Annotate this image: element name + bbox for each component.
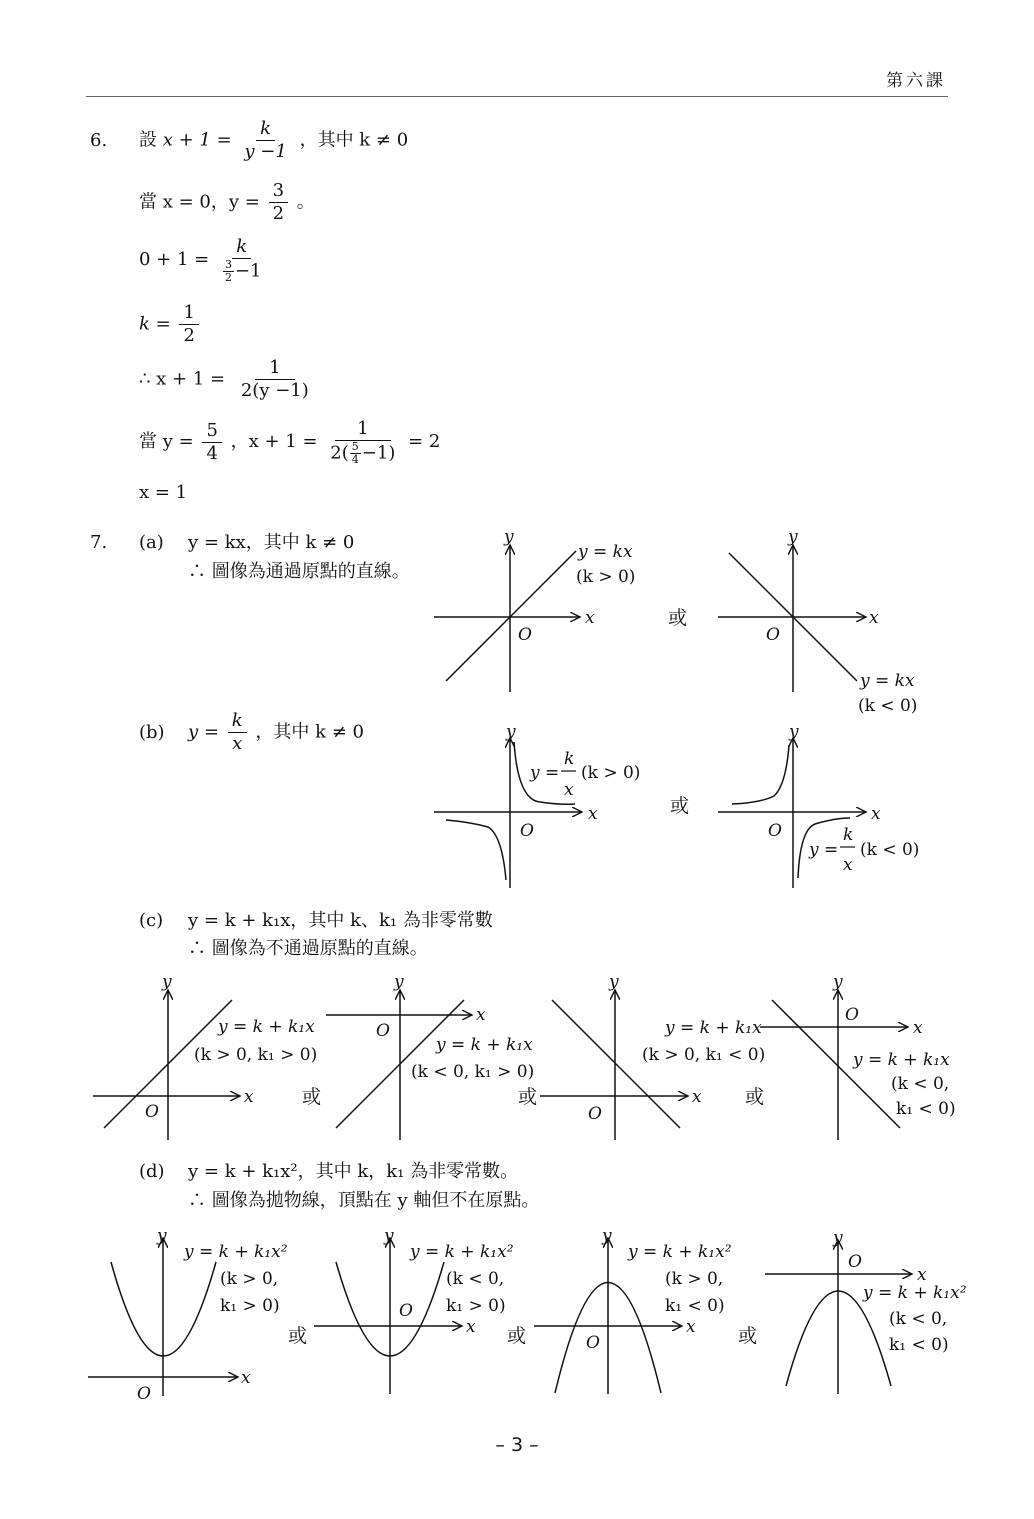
svg-text:y = k + k₁x²: y = k + k₁x²	[184, 1242, 288, 1262]
page-number: – 3 –	[495, 1434, 539, 1456]
svg-text:y: y	[504, 527, 514, 547]
svg-text:y: y	[384, 1226, 394, 1246]
q7a-line2: ∴ 圖像為通過原點的直線。	[188, 561, 410, 582]
svg-text:O: O	[145, 1102, 159, 1122]
svg-text:O: O	[848, 1252, 862, 1272]
or-d1: 或	[288, 1325, 308, 1347]
q7a-label: (a)	[139, 532, 164, 553]
svg-text:y = k + k₁x: y = k + k₁x	[436, 1035, 533, 1055]
q6-line4-eq: k =	[139, 313, 171, 335]
svg-text:y: y	[157, 1226, 167, 1246]
svg-text:y: y	[609, 972, 619, 992]
svg-text:x: x	[564, 780, 574, 800]
svg-text:O: O	[766, 625, 780, 645]
svg-text:y = k + k₁x²: y = k + k₁x²	[628, 1242, 732, 1262]
svg-text:x: x	[466, 1317, 476, 1337]
svg-text:x: x	[843, 855, 853, 875]
svg-text:O: O	[520, 821, 534, 841]
svg-text:(k < 0,: (k < 0,	[891, 1074, 950, 1094]
svg-text:(k > 0): (k > 0)	[576, 567, 636, 587]
graph-d2	[314, 1226, 514, 1394]
svg-text:k₁ < 0): k₁ < 0)	[896, 1099, 956, 1119]
q6-line5-eq: ∴ x + 1 =	[139, 368, 226, 390]
svg-text:x: x	[585, 608, 595, 628]
or-a: 或	[668, 607, 688, 629]
svg-text:y: y	[833, 972, 843, 992]
q6-line7: x = 1	[139, 482, 188, 503]
graph-c1	[93, 972, 317, 1140]
svg-text:x: x	[244, 1087, 254, 1107]
svg-text:y = kx: y = kx	[578, 542, 633, 562]
or-c2: 或	[518, 1086, 538, 1108]
or-c3: 或	[745, 1086, 765, 1108]
svg-text:y: y	[162, 972, 172, 992]
svg-text:k₁ > 0): k₁ > 0)	[446, 1296, 506, 1316]
q7a-line1: y = kx，其中 k ≠ 0	[188, 532, 355, 553]
svg-text:x: x	[588, 804, 598, 824]
svg-text:y: y	[602, 1226, 612, 1246]
svg-text:y: y	[789, 722, 799, 742]
q6-line6-tail: = 2	[408, 431, 441, 452]
svg-text:O: O	[768, 821, 782, 841]
svg-text:y: y	[833, 1228, 843, 1248]
q6-line6-mid: ，x + 1 =	[230, 431, 318, 452]
q7c-line1: y = k + k₁x，其中 k、k₁ 為非零常數	[188, 910, 493, 931]
or-c1: 或	[302, 1086, 322, 1108]
svg-text:y = k + k₁x: y = k + k₁x	[665, 1018, 762, 1038]
or-d2: 或	[507, 1325, 527, 1347]
svg-text:(k < 0,: (k < 0,	[446, 1269, 505, 1289]
q6-line2-a: 當 x = 0，y =	[139, 191, 260, 213]
svg-text:k₁ < 0): k₁ < 0)	[665, 1296, 725, 1316]
q7b-label: (b)	[139, 722, 165, 743]
graph-c3	[540, 972, 765, 1140]
graph-c2	[326, 972, 534, 1140]
q6-line5-frac: $\frac{1}{2(y -1)}$	[240, 357, 309, 401]
q6-line1-eq: x + 1 =	[162, 129, 232, 151]
graph-b1	[434, 722, 640, 888]
q7d-label: (d)	[139, 1161, 165, 1182]
svg-text:O: O	[845, 1005, 859, 1025]
q6-number: 6.	[90, 130, 108, 151]
q7b-eq: y = $\frac{k}{x}$ ，其中 k ≠ 0	[188, 710, 364, 754]
svg-text:k₁ > 0): k₁ > 0)	[220, 1296, 280, 1316]
q6-line4-frac: $\frac{1}{2}$	[179, 302, 198, 347]
graph-b2	[718, 722, 919, 888]
q7-number: 7.	[90, 532, 108, 553]
svg-text:y = kx: y = kx	[860, 671, 915, 691]
svg-text:x: x	[917, 1265, 927, 1285]
svg-text:k₁ < 0): k₁ < 0)	[889, 1335, 949, 1355]
q6-line1-tail: ，其中 k ≠ 0	[299, 129, 409, 151]
svg-text:(k < 0): (k < 0)	[858, 696, 918, 716]
svg-text:x: x	[476, 1005, 486, 1025]
svg-text:(k < 0, k₁ > 0): (k < 0, k₁ > 0)	[411, 1062, 535, 1082]
svg-text:y = k + k₁x: y = k + k₁x	[218, 1017, 315, 1037]
svg-text:y =: y =	[530, 763, 560, 783]
svg-text:(k < 0): (k < 0)	[860, 840, 920, 860]
svg-text:y = k + k₁x²: y = k + k₁x²	[410, 1242, 514, 1262]
svg-text:(k > 0,: (k > 0,	[220, 1269, 279, 1289]
svg-text:(k > 0, k₁ < 0): (k > 0, k₁ < 0)	[642, 1045, 766, 1065]
svg-text:y: y	[788, 527, 798, 547]
or-d3: 或	[738, 1325, 758, 1347]
svg-text:x: x	[686, 1317, 696, 1337]
svg-text:x: x	[871, 804, 881, 824]
svg-text:y = k + k₁x²: y = k + k₁x²	[863, 1283, 967, 1303]
graph-a1	[434, 527, 635, 692]
svg-text:x: x	[869, 608, 879, 628]
q6-line2-tail: 。	[296, 191, 315, 213]
q6-line6-frac1: $\frac{5}{4}$	[202, 420, 221, 465]
q7c-line2: ∴ 圖像為不通過原點的直線。	[188, 938, 428, 959]
q7c-label: (c)	[139, 910, 164, 931]
svg-text:(k > 0,: (k > 0,	[665, 1269, 724, 1289]
svg-text:O: O	[588, 1104, 602, 1124]
svg-text:k: k	[843, 825, 854, 845]
svg-text:(k < 0,: (k < 0,	[889, 1309, 948, 1329]
hyperbola-b2-left	[732, 745, 789, 804]
graph-d1	[88, 1226, 288, 1404]
svg-text:x: x	[692, 1087, 702, 1107]
graph-d3	[534, 1226, 732, 1394]
q7d-line2: ∴ 圖像為拋物線，頂點在 y 軸但不在原點。	[188, 1190, 540, 1211]
svg-text:O: O	[399, 1301, 413, 1321]
svg-text:x: x	[241, 1368, 251, 1388]
hyperbola-b1-left	[446, 820, 506, 880]
svg-text:y: y	[394, 972, 404, 992]
svg-text:y =: y =	[809, 840, 839, 860]
q6-line1-frac: $\frac{k}{y -1}$	[244, 118, 287, 162]
or-b: 或	[670, 795, 690, 817]
q6-line1-a: 設	[139, 129, 157, 151]
q6-line6-frac2: 1 2( $\frac{5}{4}$ −1)	[330, 418, 396, 466]
q6-line3-eq: 0 + 1 =	[139, 249, 210, 270]
graph-a2	[718, 527, 917, 716]
q6-line3-frac: k $\frac{3}{2}$ −1	[224, 236, 262, 284]
chapter-title: 第六課	[886, 71, 946, 91]
svg-text:O: O	[376, 1021, 390, 1041]
q6-line2-frac: $\frac{3}{2}$	[269, 180, 288, 225]
svg-text:y: y	[506, 722, 516, 742]
line-a1	[446, 551, 576, 681]
svg-text:x: x	[913, 1018, 923, 1038]
svg-text:O: O	[137, 1384, 151, 1404]
graph-c4	[760, 972, 956, 1140]
svg-text:(k > 0, k₁ > 0): (k > 0, k₁ > 0)	[194, 1045, 318, 1065]
svg-text:O: O	[518, 625, 532, 645]
q7d-line1: y = k + k₁x²，其中 k，k₁ 為非零常數。	[188, 1161, 519, 1182]
graph-d4	[765, 1228, 967, 1394]
svg-text:y = k + k₁x: y = k + k₁x	[853, 1050, 950, 1070]
svg-text:O: O	[586, 1333, 600, 1353]
svg-text:k: k	[564, 749, 575, 769]
q6-line6-a: 當 y =	[139, 431, 194, 452]
svg-text:(k > 0): (k > 0)	[581, 763, 641, 783]
